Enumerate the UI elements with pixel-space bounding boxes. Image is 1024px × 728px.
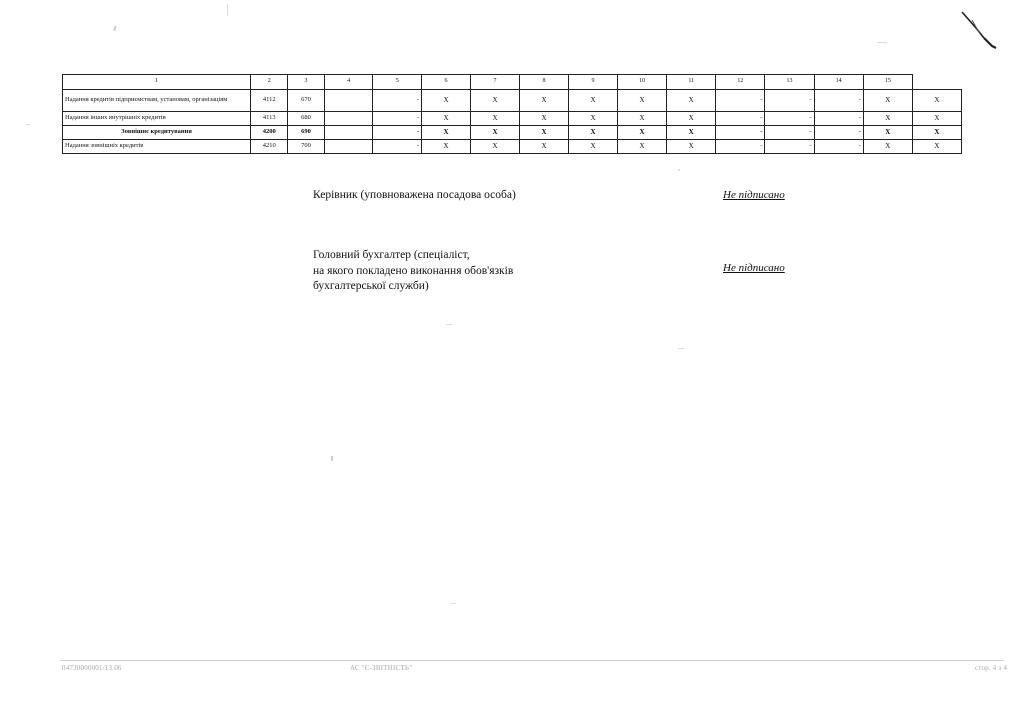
table-row xyxy=(63,90,962,112)
row-cell: - xyxy=(814,140,863,154)
row-cell: X xyxy=(618,112,667,126)
manager-signature-label: Керівник (уповноважена посадова особа) xyxy=(313,189,516,201)
footer-document-code: 04730000001/13.06 xyxy=(62,664,122,672)
row-cell: X xyxy=(422,90,471,112)
row-cell: - xyxy=(814,112,863,126)
scan-artifact xyxy=(26,124,30,125)
scan-artifact xyxy=(678,348,684,349)
header-cell-14: 14 xyxy=(814,75,863,90)
row-cell xyxy=(324,90,373,112)
row-cell: X xyxy=(569,90,618,112)
row-code-a: 4200 xyxy=(251,126,288,140)
row-cell: X xyxy=(569,126,618,140)
row-cell: - xyxy=(765,126,814,140)
accountant-label-line-2: на якого покладено виконання обов'язків xyxy=(313,264,514,277)
row-cell: X xyxy=(618,126,667,140)
row-cell: - xyxy=(373,112,422,126)
row-cell: - xyxy=(814,90,863,112)
header-cell-4: 4 xyxy=(324,75,373,90)
header-cell-11: 11 xyxy=(667,75,716,90)
row-label: Надання зовнішніх кредитів xyxy=(63,140,251,154)
row-code-b: 670 xyxy=(288,90,325,112)
row-cell: - xyxy=(765,140,814,154)
row-cell: X xyxy=(863,90,912,112)
footer-page-number: стор. 4 з 4 xyxy=(975,664,1008,672)
row-cell: - xyxy=(716,140,765,154)
row-cell: X xyxy=(520,140,569,154)
accountant-signature-label xyxy=(313,248,513,295)
table-row xyxy=(63,112,962,126)
row-cell: X xyxy=(520,126,569,140)
header-cell-1: 1 xyxy=(63,75,251,90)
row-cell: X xyxy=(569,140,618,154)
header-cell-9: 9 xyxy=(569,75,618,90)
header-cell-5: 5 xyxy=(373,75,422,90)
row-cell: - xyxy=(373,126,422,140)
budget-table xyxy=(62,74,962,154)
table-row-total xyxy=(63,126,962,140)
row-cell: X xyxy=(520,90,569,112)
manager-signature-value: Не підписано xyxy=(723,189,785,201)
row-cell: - xyxy=(716,90,765,112)
row-cell: X xyxy=(471,140,520,154)
row-cell: X xyxy=(863,126,912,140)
row-cell: X xyxy=(471,112,520,126)
header-cell-13: 13 xyxy=(765,75,814,90)
footer-divider xyxy=(60,660,1004,661)
row-cell: X xyxy=(863,112,912,126)
row-label: Зовнішнє кредитування xyxy=(63,126,251,140)
footer-system-name: АС "Є-ЗВІТНІСТЬ" xyxy=(350,664,413,672)
accountant-signature-value: Не підписано xyxy=(723,262,785,274)
row-code-a: 4210 xyxy=(251,140,288,154)
row-cell: X xyxy=(618,90,667,112)
pen-mark-icon xyxy=(958,8,1004,54)
header-cell-15: 15 xyxy=(863,75,912,90)
header-cell-12: 12 xyxy=(716,75,765,90)
scan-artifact xyxy=(877,42,887,43)
table-row xyxy=(63,140,962,154)
row-cell: - xyxy=(716,126,765,140)
row-cell: X xyxy=(912,140,961,154)
row-code-b: 700 xyxy=(288,140,325,154)
row-code-a: 4113 xyxy=(251,112,288,126)
row-cell: X xyxy=(618,140,667,154)
header-cell-3: 3 xyxy=(288,75,325,90)
row-cell: X xyxy=(912,126,961,140)
row-cell: X xyxy=(667,90,716,112)
header-cell-7: 7 xyxy=(471,75,520,90)
accountant-label-line-1: Головний бухгалтер (спеціаліст, xyxy=(313,249,470,261)
scan-artifact xyxy=(446,324,452,325)
row-cell: X xyxy=(667,126,716,140)
row-cell: X xyxy=(520,112,569,126)
table-header-row xyxy=(63,75,962,90)
header-cell-8: 8 xyxy=(520,75,569,90)
scan-artifact xyxy=(450,603,456,604)
row-cell: X xyxy=(667,112,716,126)
accountant-label-line-3: бухгалтерської служби) xyxy=(313,280,429,293)
row-code-b: 680 xyxy=(288,112,325,126)
row-cell xyxy=(324,140,373,154)
row-cell: X xyxy=(422,140,471,154)
row-cell: X xyxy=(422,112,471,126)
row-cell: - xyxy=(716,112,765,126)
row-code-a: 4112 xyxy=(251,90,288,112)
header-cell-10: 10 xyxy=(618,75,667,90)
header-cell-6: 6 xyxy=(422,75,471,90)
scan-artifact xyxy=(227,4,228,16)
row-cell: - xyxy=(765,112,814,126)
row-cell: X xyxy=(569,112,618,126)
row-cell: - xyxy=(373,140,422,154)
row-cell: X xyxy=(471,90,520,112)
scan-artifact xyxy=(113,26,116,31)
row-cell: X xyxy=(667,140,716,154)
row-cell: X xyxy=(912,90,961,112)
row-cell: X xyxy=(471,126,520,140)
row-cell: - xyxy=(765,90,814,112)
row-label: Надання інших внутрішніх кредитів xyxy=(63,112,251,126)
scan-artifact xyxy=(678,169,680,171)
row-cell: X xyxy=(912,112,961,126)
row-cell: - xyxy=(373,90,422,112)
row-cell xyxy=(324,126,373,140)
row-cell: X xyxy=(422,126,471,140)
row-code-b: 690 xyxy=(288,126,325,140)
row-cell: - xyxy=(814,126,863,140)
header-cell-2: 2 xyxy=(251,75,288,90)
scan-artifact xyxy=(331,456,333,461)
row-label: Надання кредитів підприємствам, установам, організаціям xyxy=(63,90,251,112)
row-cell: X xyxy=(863,140,912,154)
row-cell xyxy=(324,112,373,126)
